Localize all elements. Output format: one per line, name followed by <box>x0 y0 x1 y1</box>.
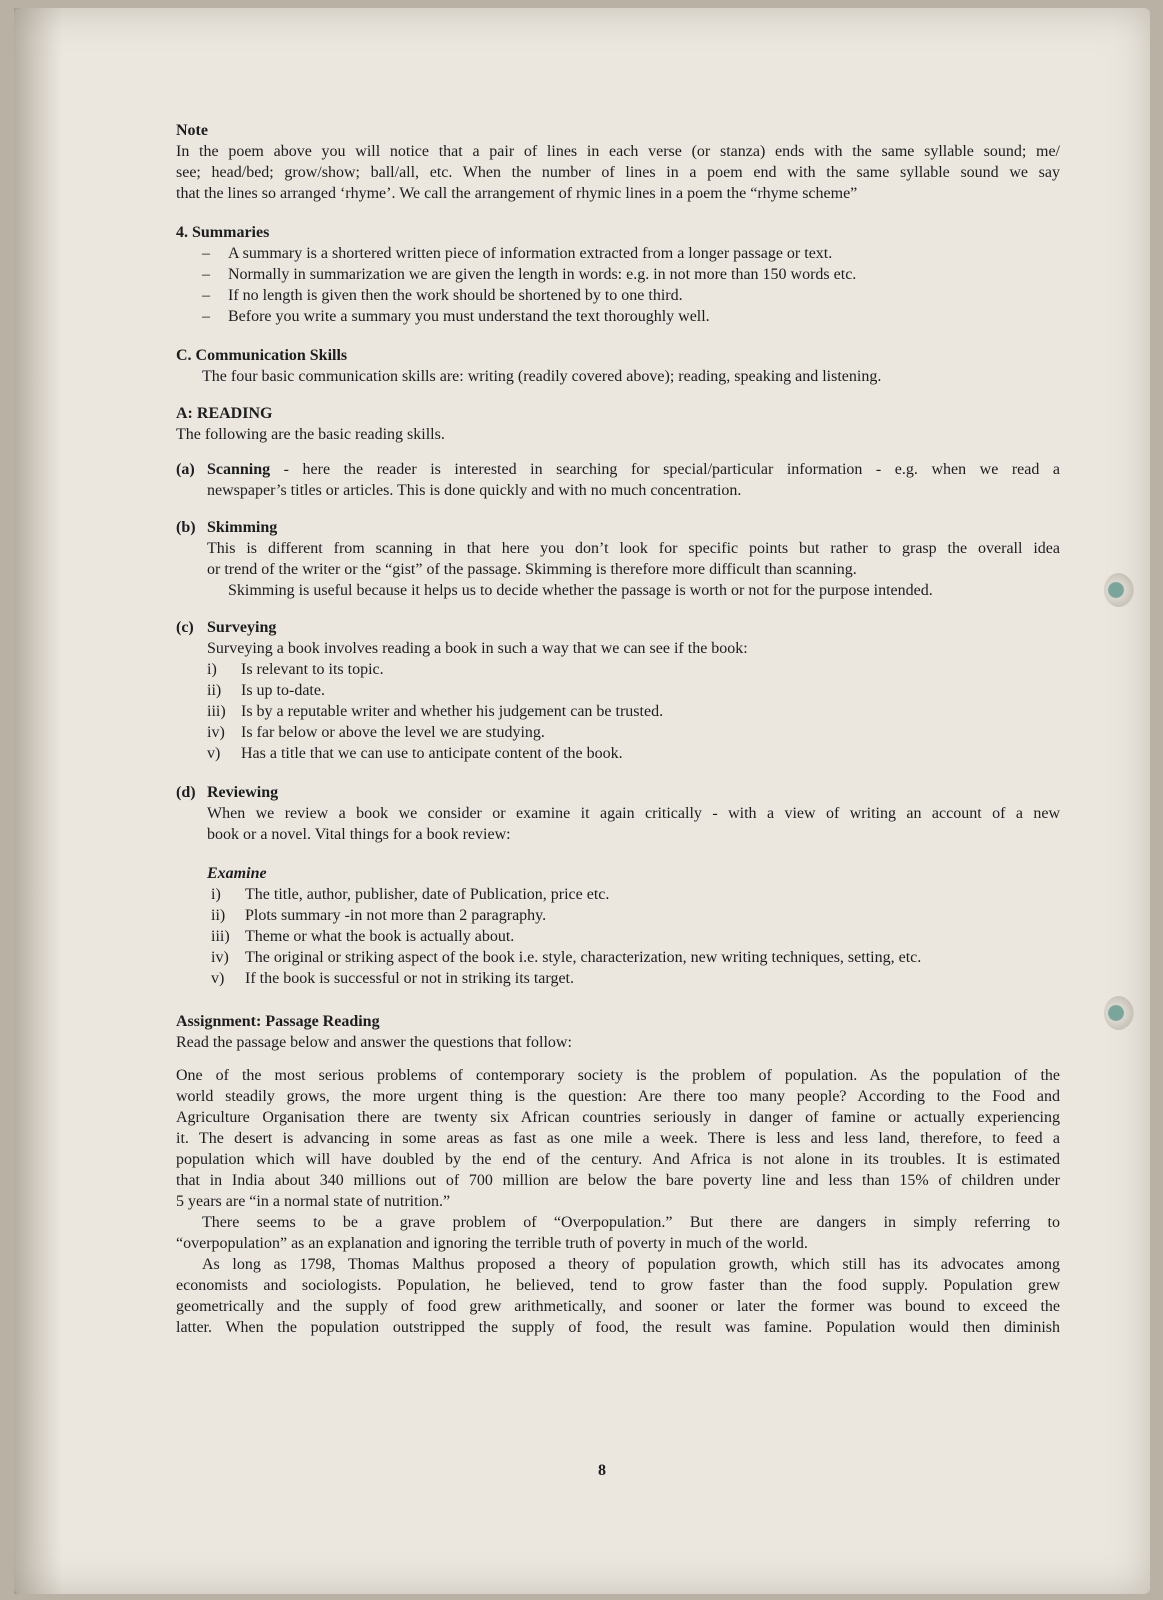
summary-item: Before you write a summary you must understand the text thoroughly well. <box>228 308 710 325</box>
list-item <box>176 968 1060 989</box>
item-number: ii) <box>207 682 222 699</box>
item-text: Plots summary -in not more than 2 paragraphy. <box>245 907 547 924</box>
item-number: ii) <box>211 907 226 924</box>
surveying-heading <box>176 617 1060 638</box>
list-item <box>176 285 1060 306</box>
dash-bullet: – <box>202 308 210 325</box>
summaries-heading: 4. Summaries <box>176 224 270 241</box>
note-section <box>176 120 1060 204</box>
item-number: iv) <box>211 949 229 966</box>
assignment-heading: Assignment: Passage Reading <box>176 1013 380 1030</box>
list-item <box>176 743 1060 764</box>
passage-line: Agriculture Organisation there are twenty six African countries seriously in danger of famine or actually experiencing <box>176 1109 1060 1126</box>
note-line: In the poem above you will notice that a pair of lines in each verse (or stanza) ends with the same syllable sound; me/ <box>176 143 1060 160</box>
item-text: The original or striking aspect of the book i.e. style, characterization, new writing techniques, setting, etc. <box>245 949 922 966</box>
note-line: that the lines so arranged ‘rhyme’. We call the arrangement of rhymic lines in a poem the “rhyme scheme” <box>176 185 858 202</box>
passage-line: population which will have doubled by the end of the century. And Africa is not alone in its troubles. It is estimated <box>176 1151 1060 1168</box>
passage-line: “overpopulation” as an explanation and ignoring the terrible truth of poverty in much of the world. <box>176 1235 808 1252</box>
reviewing-label: (d) <box>176 784 196 801</box>
page-number: 8 <box>598 1462 606 1479</box>
summary-item: A summary is a shortered written piece of information extracted from a longer passage or text. <box>228 245 833 262</box>
skimming-text: Skimming is useful because it helps us to decide whether the passage is worth or not for the purpose intended. <box>228 582 933 599</box>
assignment-section <box>176 1011 1060 1338</box>
surveying-label: (c) <box>176 619 194 636</box>
passage-paragraph <box>176 1212 1060 1254</box>
passage-line: latter. When the population outstripped the supply of food, the result was famine. Population would then diminish <box>176 1319 1060 1336</box>
item-text: Theme or what the book is actually about. <box>245 928 515 945</box>
item-text: If the book is successful or not in striking its target. <box>245 970 574 987</box>
passage-line: As long as 1798, Thomas Malthus proposed a theory of population growth, which still has its advocates among <box>202 1256 1060 1273</box>
item-number: iv) <box>207 724 225 741</box>
item-text: Is far below or above the level we are studying. <box>241 724 545 741</box>
summary-item: Normally in summarization we are given the length in words: e.g. in not more than 150 words etc. <box>228 266 857 283</box>
list-item <box>176 659 1060 680</box>
reading-section <box>176 403 1060 445</box>
reviewing-text: book or a novel. Vital things for a book review: <box>207 826 511 843</box>
passage-line: geometrically and the supply of food grew arithmetically, and sooner or later the former was bound to exceed the <box>176 1298 1060 1315</box>
punch-hole <box>1104 573 1134 607</box>
item-text: Has a title that we can use to anticipate content of the book. <box>241 745 623 762</box>
passage-line: world steadily grows, the more urgent thing is the question: Are there too many people? According to the Food and <box>176 1088 1060 1105</box>
dash-bullet: – <box>202 245 210 262</box>
note-heading: Note <box>176 122 208 139</box>
item-number: iii) <box>207 703 226 720</box>
list-item <box>176 701 1060 722</box>
reading-intro: The following are the basic reading skills. <box>176 426 445 443</box>
summaries-section <box>176 222 1060 327</box>
skimming-term: Skimming <box>207 519 278 536</box>
list-item <box>176 926 1060 947</box>
scanning-text: newspaper’s titles or articles. This is done quickly and with no much concentration. <box>207 482 742 499</box>
punch-hole <box>1104 996 1134 1030</box>
list-item <box>176 884 1060 905</box>
note-line: see; head/bed; grow/show; ball/all, etc. When the number of lines in a poem end with the same syllable sound we say <box>176 164 1060 181</box>
scanning-term: Scanning <box>207 461 271 478</box>
list-item <box>176 722 1060 743</box>
list-item <box>176 306 1060 327</box>
surveying-section <box>176 617 1060 764</box>
reading-heading: A: READING <box>176 405 273 422</box>
reviewing-section <box>176 782 1060 989</box>
scanning-section <box>176 459 1060 501</box>
skimming-heading <box>176 517 1060 538</box>
passage-line: economists and sociologists. Population, he believed, tend to grow faster than the food supply. Population grew <box>176 1277 1060 1294</box>
item-number: i) <box>207 661 217 678</box>
list-item <box>176 947 1060 968</box>
item-text: Is relevant to its topic. <box>241 661 384 678</box>
item-number: v) <box>211 970 225 987</box>
item-text: Is by a reputable writer and whether his judgement can be trusted. <box>241 703 664 720</box>
passage-line: There seems to be a grave problem of “Overpopulation.” But there are dangers in simply referring to <box>202 1214 1060 1231</box>
item-number: v) <box>207 745 221 762</box>
skimming-text: This is different from scanning in that here you don’t look for specific points but rather to grasp the overall idea <box>207 540 1060 557</box>
item-number: iii) <box>211 928 230 945</box>
reviewing-text: When we review a book we consider or examine it again critically - with a view of writing an account of a new <box>207 805 1060 822</box>
communication-section <box>176 345 1060 387</box>
passage-paragraph <box>176 1254 1060 1338</box>
list-item <box>176 680 1060 701</box>
dash-bullet: – <box>202 287 210 304</box>
item-text: Is up to-date. <box>241 682 325 699</box>
passage-line: that in India about 340 millions out of 700 million are below the bare poverty line and less than 15% of children under <box>176 1172 1060 1189</box>
reviewing-heading <box>176 782 1060 803</box>
communication-text: The four basic communication skills are: writing (readily covered above); reading, speaking and listening. <box>202 368 882 385</box>
surveying-term: Surveying <box>207 619 277 636</box>
communication-heading: C. Communication Skills <box>176 347 348 364</box>
dash-bullet: – <box>202 266 210 283</box>
scanning-text: - here the reader is interested in searching for special/particular information - e.g. when we read a <box>270 461 1060 478</box>
list-item <box>176 243 1060 264</box>
skimming-section <box>176 517 1060 601</box>
skimming-text: or trend of the writer or the “gist” of the passage. Skimming is therefore more difficult than scanning. <box>207 561 857 578</box>
surveying-intro: Surveying a book involves reading a book in such a way that we can see if the book: <box>207 640 748 657</box>
passage-paragraph <box>176 1065 1060 1212</box>
passage-line: it. The desert is advancing in some areas as fast as one mile a week. There is less and less land, therefore, to feed a <box>176 1130 1060 1147</box>
summary-item: If no length is given then the work should be shortened by to one third. <box>228 287 683 304</box>
item-number: i) <box>211 886 221 903</box>
item-text: The title, author, publisher, date of Publication, price etc. <box>245 886 610 903</box>
assignment-instruction: Read the passage below and answer the questions that follow: <box>176 1034 572 1051</box>
passage-line: 5 years are “in a normal state of nutrition.” <box>176 1193 451 1210</box>
list-item <box>176 905 1060 926</box>
scanning-line <box>176 459 1060 480</box>
scanning-label: (a) <box>176 461 195 478</box>
skimming-label: (b) <box>176 519 196 536</box>
examine-heading: Examine <box>207 865 267 882</box>
passage-line: One of the most serious problems of contemporary society is the problem of population. As the population of the <box>176 1067 1060 1084</box>
page-content <box>176 120 1060 1338</box>
list-item <box>176 264 1060 285</box>
reviewing-term: Reviewing <box>207 784 279 801</box>
